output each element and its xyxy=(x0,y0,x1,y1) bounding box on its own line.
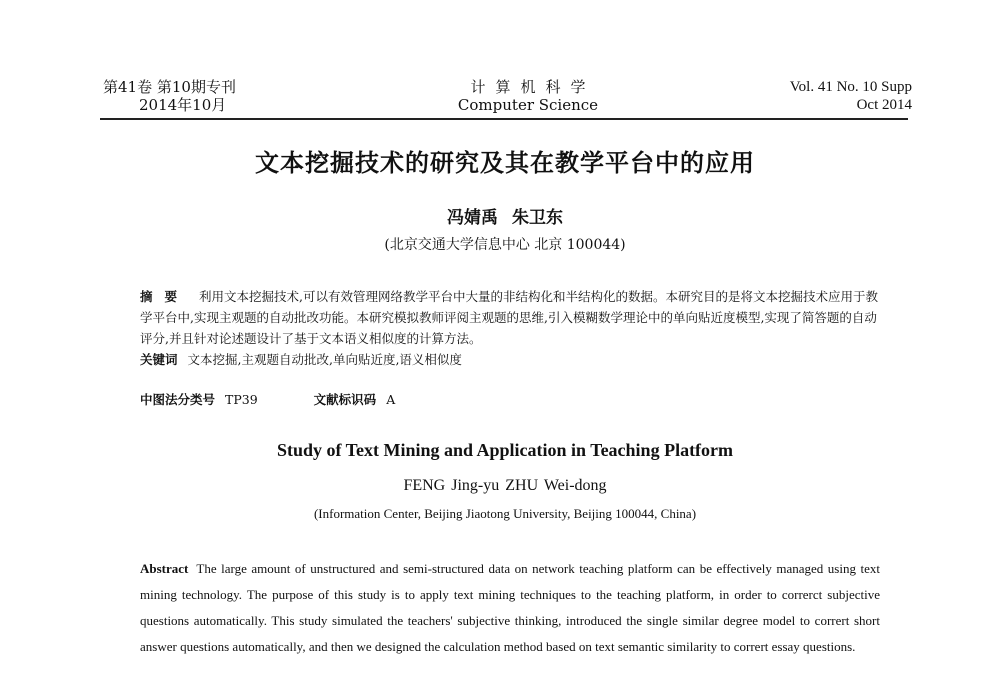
keywords-cn-text: 文本挖掘,主观题自动批改,单向贴近度,语义相似度 xyxy=(187,352,462,367)
abstract-en-label: Abstract xyxy=(140,561,189,576)
journal-name-en: Computer Science xyxy=(457,96,599,114)
keywords-cn xyxy=(140,349,880,370)
authors-cn: 冯婧禹 朱卫东 xyxy=(447,208,563,228)
keywords-cn-label: 关键词 xyxy=(140,352,178,367)
abstract-cn-text: 利用文本挖掘技术,可以有效管理网络教学平台中大量的非结构化和半结构化的数据。本研究目的是将文本挖掘技术应用于教学平台中,实现主观题的自动批改功能。本研究模拟教师评阅主观题的思维,引入模糊数学理论中的单向贴近度模型,实现了简答题的自动评分,并且针对论述题设计了基于文本语义相似度的计算方法。 xyxy=(140,289,878,346)
abstract-cn-paragraph xyxy=(140,286,880,349)
journal-volume-info xyxy=(103,78,236,114)
publication-date-cn: 2014年10月 xyxy=(139,96,227,114)
abstract-cn-label: 摘要 xyxy=(140,289,190,304)
affiliation-en: (Information Center, Beijing Jiaotong University, Beijing 100044, China) xyxy=(313,506,697,521)
journal-name xyxy=(448,78,608,114)
doc-code-label: 文献标识码 xyxy=(313,392,377,407)
volume-issue-en: Vol. 41 No. 10 Supp xyxy=(789,79,912,95)
abstract-en xyxy=(140,556,880,660)
doc-code-value: A xyxy=(386,392,396,407)
abstract-en-text: The large amount of unstructured and semi-structured data on network teaching platform can be effectively managed using text mining technology. The purpose of this study is to apply text mining techniques to the teaching platform, in order to correrct subjective questions automatically. This study simulated the teachers' subjective thinking, introduced the single similar degree model to corrert short answer questions automatically, and then we designed the calculation method based on text semantic similarity to corrert essay questions. xyxy=(140,561,880,654)
authors-en: FENG Jing-yu ZHU Wei-dong xyxy=(403,477,607,494)
volume-issue: 第41卷 第10期专刊 xyxy=(103,78,236,96)
publication-date-en: Oct 2014 xyxy=(856,97,912,113)
header-rule xyxy=(100,118,908,120)
paper-title-cn: 文本挖掘技术的研究及其在教学平台中的应用 xyxy=(255,149,755,177)
classification-row xyxy=(140,390,405,408)
journal-name-cn: 计算机科学 xyxy=(470,78,596,96)
clc-label: 中图法分类号 xyxy=(140,392,216,407)
affiliation-cn: (北京交通大学信息中心 北京 100044) xyxy=(384,237,626,253)
journal-volume-info-en xyxy=(740,78,912,114)
abstract-cn xyxy=(140,286,880,370)
paper-title-en: Study of Text Mining and Application in Teaching Platform xyxy=(276,440,734,460)
clc-value: TP39 xyxy=(225,392,258,407)
